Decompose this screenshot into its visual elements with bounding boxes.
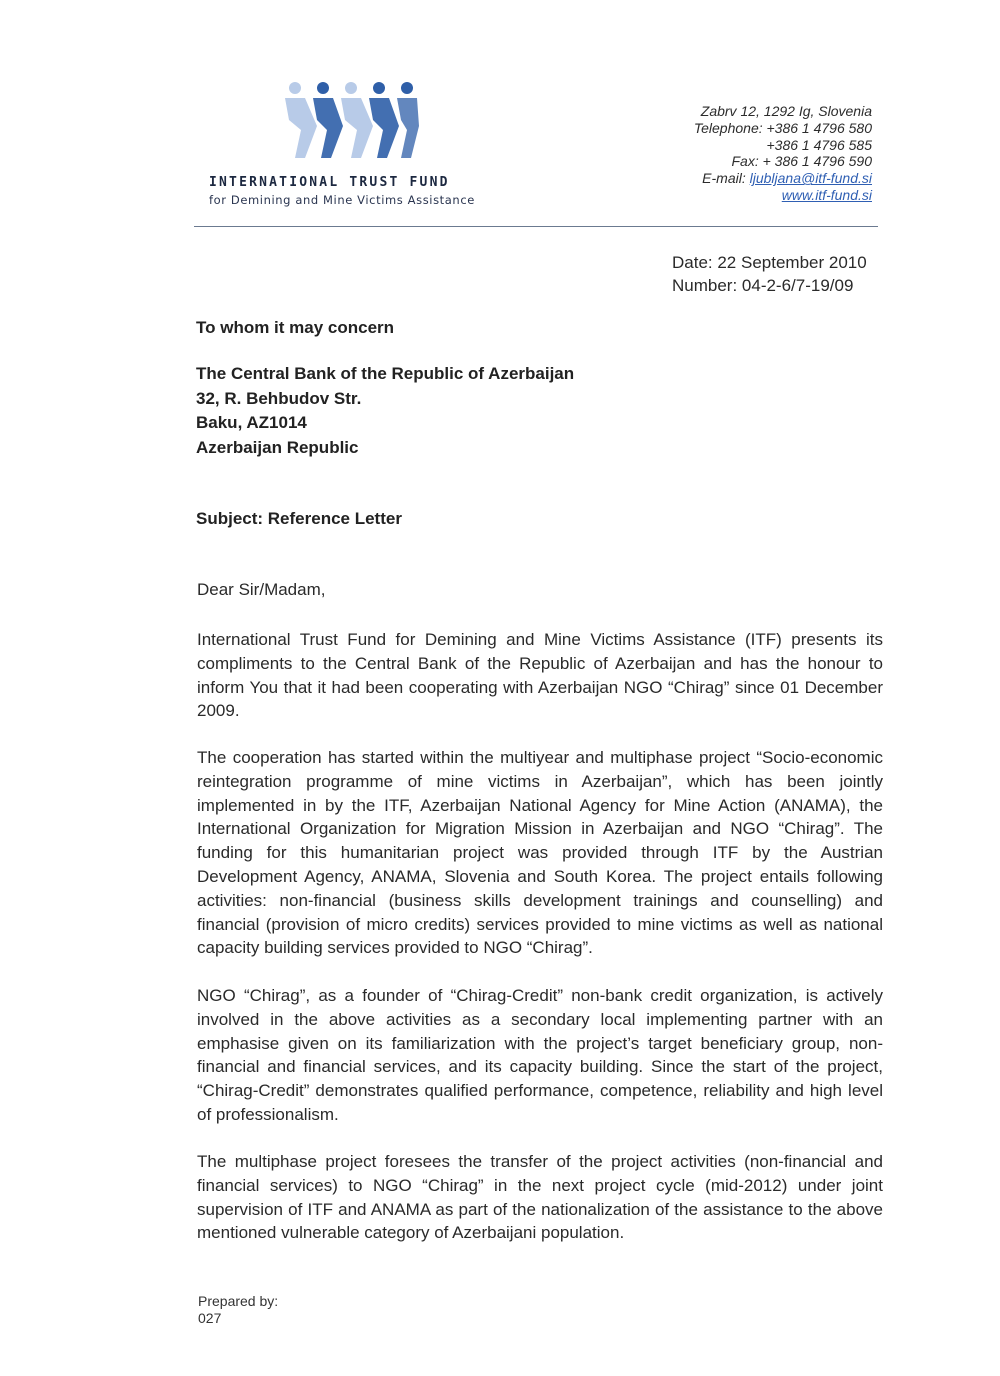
body-paragraph-3: NGO “Chirag”, as a founder of “Chirag-Credit” non-bank credit organization, is actively involved in the above activities as a secondary local implementing partner with an emphasise given on its familiarization with the project’s target beneficiary group, non-financial and financial services, and its capacity building. Since the start of the project, “Chirag-Credit” demonstrates qualified performance, competence, reliability and high level of professionalism. bbox=[197, 986, 883, 1124]
body-paragraph-2: The cooperation has started within the multiyear and multiphase project “Socio-economic reintegration programme of mine victims in Azerbaijan”, which has been jointly implemented in by the ITF, Azerbaijan National Agency for Mine Action (ANAMA), the International Organization for Migration Mission in Azerbaijan and NGO “Chirag”. The funding for this humanitarian project was provided through ITF by the Austrian Development Agency, ANAMA, Slovenia and South Korea. The project entails following activities: non-financial (business skills development trainings and counselling) and financial (provision of micro credits) services provided to mine victims as well as national capacity building services provided to NGO “Chirag”. bbox=[197, 748, 883, 958]
recipient-city: Baku, AZ1014 bbox=[196, 413, 307, 432]
contact-address: Zabrv 12, 1292 Ig, Slovenia bbox=[700, 103, 872, 119]
letter-date: Date: 22 September 2010 bbox=[672, 253, 867, 272]
contact-website-link[interactable]: www.itf-fund.si bbox=[781, 186, 872, 203]
recipient-street: 32, R. Behbudov Str. bbox=[196, 388, 362, 408]
organization-subtitle: for Demining and Mine Victims Assistance bbox=[209, 193, 475, 207]
contact-fax: Fax: + 386 1 4796 590 bbox=[731, 153, 872, 170]
recipient-address bbox=[196, 362, 574, 460]
letter-number: Number: 04-2-6/7-19/09 bbox=[672, 276, 854, 295]
body-paragraph-1: International Trust Fund for Demining and Mine Victims Assistance (ITF) presents its compliments to the Central Bank of the Republic of Azerbaijan and has the honour to inform You that it had been cooperating with Azerbaijan NGO “Chirag” since 01 December 2009. bbox=[197, 630, 883, 721]
date-number-block bbox=[672, 251, 867, 297]
prepared-by-block bbox=[198, 1293, 278, 1327]
to-whom-line: To whom it may concern bbox=[196, 318, 395, 337]
body-paragraph-4: The multiphase project foresees the transfer of the project activities (non-financial and financial services) to NGO “Chirag” in the next project cycle (mid-2012) under joint supervision of ITF and ANAMA as part of the nationalization of the assistance to the above mentioned vulnerable category of Azerbaijani population. bbox=[197, 1152, 883, 1243]
contact-telephone-2: +386 1 4796 585 bbox=[766, 136, 872, 153]
contact-email-link[interactable]: ljubljana@itf-fund.si bbox=[749, 170, 872, 187]
greeting: Dear Sir/Madam, bbox=[197, 580, 326, 599]
people-chain-logo-icon bbox=[283, 80, 423, 162]
prepared-by-label: Prepared by: bbox=[198, 1293, 279, 1309]
contact-telephone-1: Telephone: +386 1 4796 580 bbox=[693, 119, 872, 136]
contact-email-label: E-mail: bbox=[702, 170, 746, 187]
contact-block bbox=[694, 103, 872, 204]
organization-name: INTERNATIONAL TRUST FUND bbox=[209, 175, 450, 190]
header-divider bbox=[194, 226, 878, 227]
recipient-name: The Central Bank of the Republic of Azerbaijan bbox=[196, 364, 575, 383]
recipient-country: Azerbaijan Republic bbox=[196, 437, 359, 457]
prepared-by-code: 027 bbox=[198, 1310, 222, 1326]
subject-line: Subject: Reference Letter bbox=[196, 509, 402, 528]
contact-email-line bbox=[694, 170, 872, 187]
